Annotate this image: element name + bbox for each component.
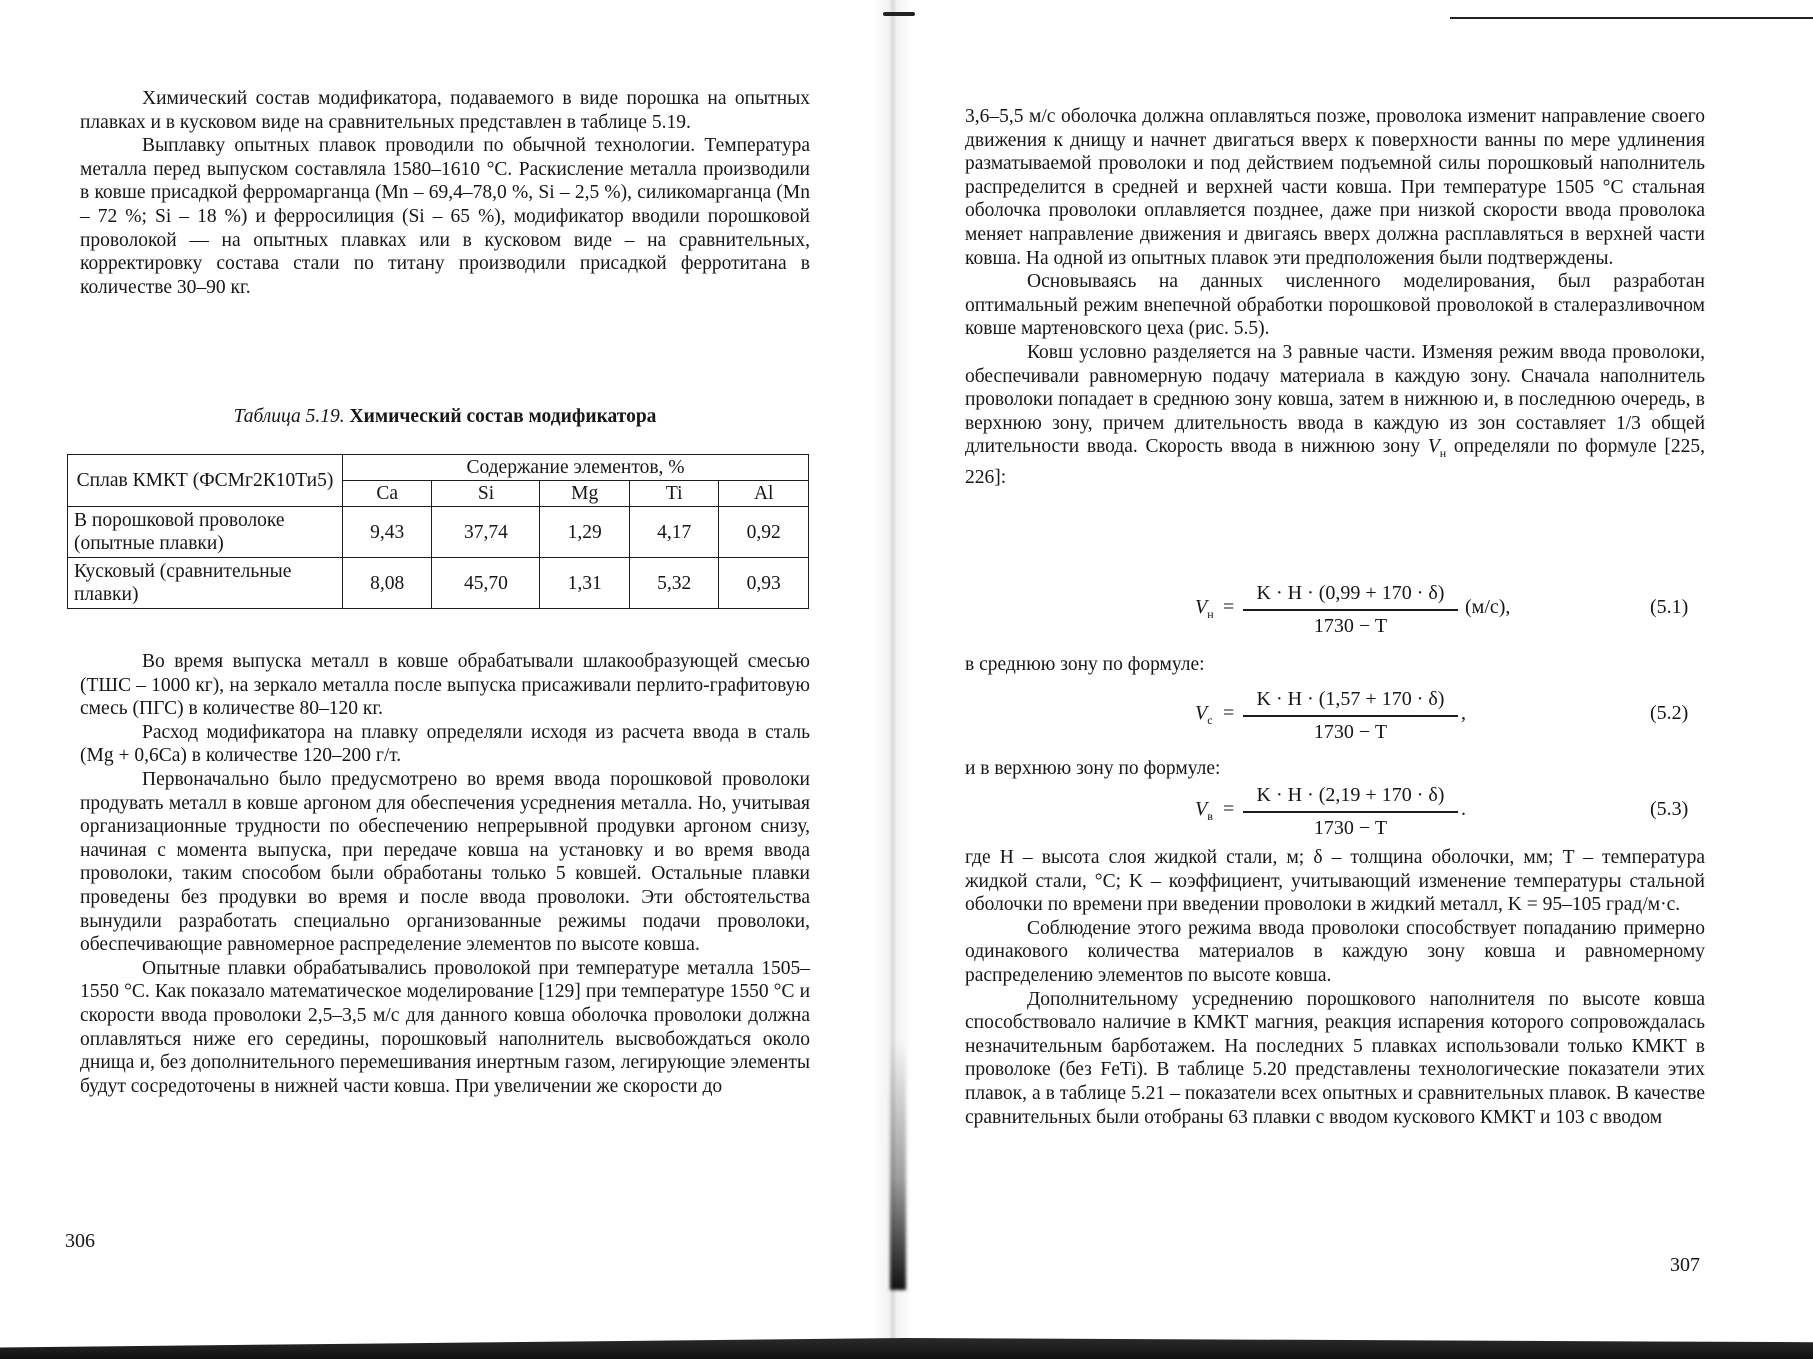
table-row [68,558,809,609]
table-cell: 0,92 [719,507,809,558]
formula-numerator: K · H · (0,99 + 170 · δ) [1256,582,1445,604]
equation-number: (5.2) [1650,702,1689,724]
left-page-bottom-text [80,650,810,1098]
formula-lhs [1195,798,1213,824]
scan-top-mark [883,12,915,16]
paragraph-text: Ковш условно разделяется на 3 равные части. Изменяя режим ввода проволоки, обеспечивали равномерную подачу материала в каждую зону. Сначала наполнитель проволоки попадает в среднюю зону ковша, затем в нижнюю и, в последнюю очередь, в верхнюю зону, причем длительность ввода в каждую из зон составляет 1/3 общей длительности ввода. Скорость ввода в нижнюю зону [965,341,1705,458]
table-cell: 1,29 [540,507,629,558]
formula-symbol: V [1195,596,1208,618]
fraction-bar [1243,715,1458,717]
table-cell: 37,74 [432,507,540,558]
equation-number: (5.3) [1650,798,1689,820]
table-caption-title: Химический состав модификатора [349,406,657,427]
formula-equals: = [1223,798,1235,820]
formula-symbol: V [1195,798,1208,820]
formula-numerator: K · H · (2,19 + 170 · δ) [1256,784,1445,806]
paragraph: Основываясь на данных численного моделирования, был разработан оптимальный режим внепечной обработки порошковой проволокой в сталеразливочном ковше мартеновского цеха (рис. 5.5). [965,271,1705,340]
formula-5-2 [1195,688,1495,746]
fraction-bar [1243,609,1458,611]
table-cell: 0,93 [719,558,809,609]
formula-punctuation: , [1461,702,1466,724]
table-cell: 1,31 [540,558,629,609]
table-row-label: В порошковой проволоке (опытные плавки) [68,507,343,558]
paragraph: Соблюдение этого режима ввода проволоки способствует попаданию примерно одинакового количества материалов в каждую зону ковша и равномерному распределению элементов по высоте ковша. [965,917,1705,986]
paragraph: 3,6–5,5 м/с оболочка должна оплавляться позже, проволока изменит направление своего движения к днищу и начнет двигаться вверх к поверхности ванны по мере удлинения разматываемой проволоки и под действием подъемной силы порошковый наполнитель распределится в средней и верхней части ковша. При температуре 1505 °С стальная оболочка проволоки оплавляется позднее, даже при низкой скорости ввода проволока меняет направление движения и двигаясь вверх должна расплавляться в верхней части ковша. На одной из опытных плавок эти предположения были подтверждены. [965,106,1705,269]
left-page [0,0,880,1359]
formula-5-3 [1195,784,1495,842]
formula-intro-tail: определяли по формуле [225, 226]: [965,436,1705,488]
formula-subscript: н [1207,607,1214,621]
table-corner-header: Сплав КМКТ (ФСМг2К10Ти5) [68,455,343,507]
table-row [68,507,809,558]
right-page-top-text [965,105,1705,489]
formula-lhs [1195,702,1213,728]
formula-denominator: 1730 − T [1313,817,1388,839]
formula-subscript: в [1207,809,1213,823]
formula-numerator: K · H · (1,57 + 170 · δ) [1256,688,1445,710]
formula-lead-in: в среднюю зону по формуле: [965,654,1205,675]
formula-denominator: 1730 − T [1313,615,1388,637]
paragraph: Первоначально было предусмотрено во время ввода порошковой проволоки продувать металл в ковше аргоном для обеспечения усреднения металла. Но, учитывая организационные трудности по обеспечению непрерывной продувки аргоном снизу, начиная с момента выпуска, при передаче ковша на установку и во время ввода проволоки, таким способом были обработаны только 5 ковшей. Остальные плавки проведены без продувки во время и после ввода проволоки. Эти обстоятельства вынудили разработать специально организованные режимы подачи проволоки, обеспечивающие равномерное распределение элементов по высоте ковша. [80,768,810,956]
composition-table [67,454,809,609]
right-page-bottom-text [965,846,1705,1129]
paragraph: Химический состав модификатора, подаваемого в виде порошка на опытных плавках и в кусковом виде на сравнительных представлен в таблице 5.19. [80,88,810,133]
formula-symbol: V [1195,702,1208,724]
page-number: 307 [1670,1254,1700,1276]
formula-subscript: с [1207,713,1213,727]
table-cell: 8,08 [343,558,432,609]
table-caption-label: Таблица 5.19. [233,406,345,427]
formula-5-1 [1195,582,1525,640]
table-column-header: Ti [629,481,718,507]
formula-equals: = [1223,702,1235,724]
paragraph: Расход модификатора на плавку определяли исходя из расчета ввода в сталь (Mg + 0,6Ca) в количестве 120–200 г/т. [80,721,810,767]
formula-equals: = [1223,596,1235,618]
paragraph [965,341,1705,489]
book-spine-shadow [890,1040,906,1290]
table-group-header: Содержание элементов, % [343,455,809,481]
left-page-top-text [80,87,810,299]
table-cell: 5,32 [629,558,718,609]
formula-lead-in: и в верхнюю зону по формуле: [965,758,1221,779]
table-row-label: Кусковый (сравнительные плавки) [68,558,343,609]
speed-symbol: V [1427,436,1440,458]
formula-unit: (м/с), [1465,596,1511,618]
table-column-header: Al [719,481,809,507]
table-caption [80,405,810,429]
speed-subscript: н [1439,446,1447,461]
formula-denominator: 1730 − T [1313,721,1388,743]
scan-top-rule [1450,17,1813,19]
paragraph: Во время выпуска металл в ковше обрабатывали шлакообразующей смесью (ТШС – 1000 кг), на зеркало металла после выпуска присаживали перлито-графитовую смесь (ПГС) в количестве 80–120 кг. [80,651,810,720]
table-cell: 45,70 [432,558,540,609]
fraction-bar [1243,811,1458,813]
formula-punctuation: . [1461,798,1466,820]
formula-lhs [1195,596,1214,622]
equation-number: (5.1) [1650,596,1689,618]
paragraph: Дополнительному усреднению порошкового наполнителя по высоте ковша способствовало наличие в КМКТ магния, реакция испарения которого сопровождалась незначительным барботажем. На последних 5 плавках использовали только КМКТ в проволоке (без FeTi). В таблице 5.20 представлены технологические показатели этих плавок, а в таблице 5.21 – показатели всех опытных и сравнительных плавок. В качестве сравнительных были отобраны 63 плавки с вводом кускового КМКТ и 103 с вводом [965,988,1705,1128]
table-column-header: Ca [343,481,432,507]
table-cell: 9,43 [343,507,432,558]
table-column-header: Si [432,481,540,507]
table-cell: 4,17 [629,507,718,558]
paragraph: где H – высота слоя жидкой стали, м; δ – толщина оболочки, мм; T – температура жидкой стали, °С; K – коэффициент, учитывающий изменение температуры стальной оболочки по времени при введении проволоки в жидкий металл, K = 95–105 град/м·с. [965,847,1705,916]
table-column-header: Mg [540,481,629,507]
page-number: 306 [65,1230,95,1252]
paragraph: Опытные плавки обрабатывались проволокой при температуре металла 1505–1550 °С. Как показало математическое моделирование [129] при температуре 1550 °С и скорости ввода проволоки 2,5–3,5 м/с для данного ковша оболочка проволоки должна оплавляться ниже его середины, порошковый наполнитель высвобождаться около днища и, без дополнительного перемешивания инертным газом, легирующие элементы будут сосредоточены в нижней части ковша. При увеличении же скорости до [80,957,810,1097]
paragraph: Выплавку опытных плавок проводили по обычной технологии. Температура металла перед выпуском составляла 1580–1610 °С. Раскисление металла производили в ковше присадкой ферромарганца (Mn – 69,4–78,0 %, Si – 2,5 %), силикомарганца (Mn – 72 %; Si – 18 %) и ферросилиция (Si – 65 %), модификатор вводили порошковой проволокой — на опытных плавках или в кусковом виде – на сравнительных, корректировку состава стали по титану производили присадкой ферротитана в количестве 30–90 кг. [80,135,810,298]
